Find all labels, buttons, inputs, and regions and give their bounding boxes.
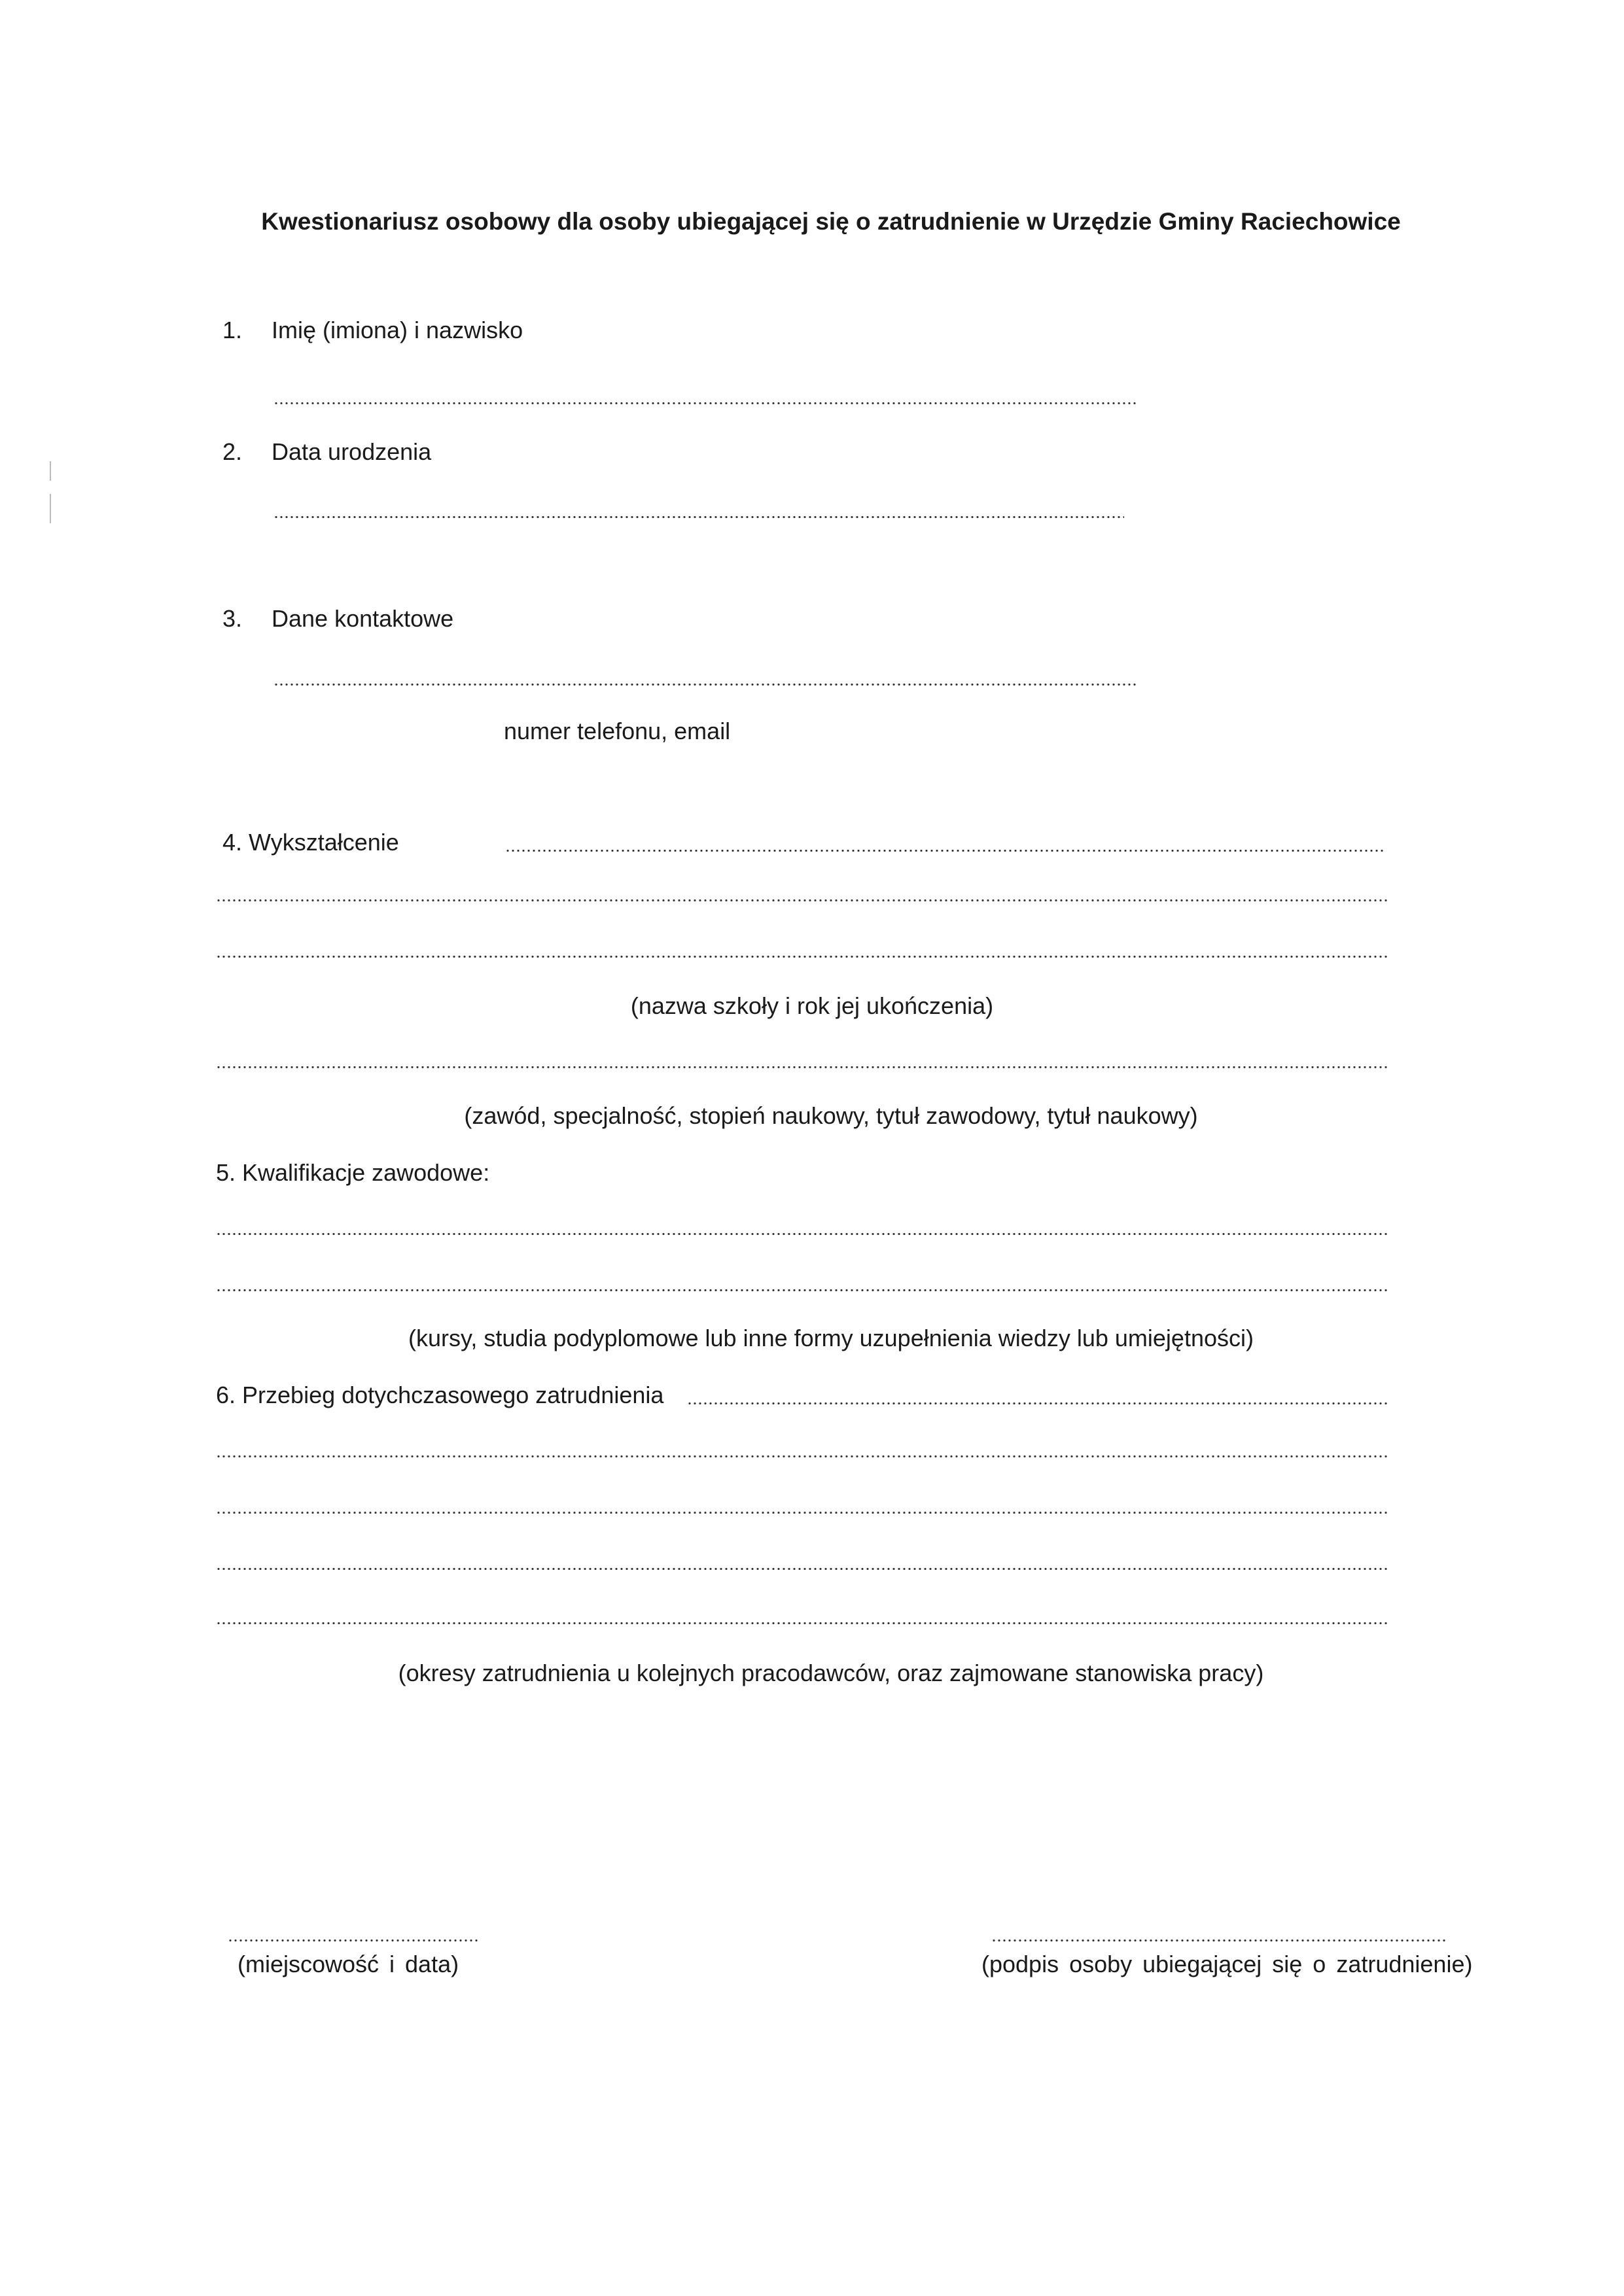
form-title: Kwestionariusz osobowy dla osoby ubiegającej się o zatrudnienie w Urzędzie Gminy Raciechowice [261,208,1401,235]
employment-field-line-2[interactable] [216,1455,1387,1457]
name-field-line[interactable] [274,402,1137,404]
employment-field-line-3[interactable] [216,1512,1387,1514]
place-date-label: (miejscowość i data) [238,1951,459,1977]
item-2-number: 2. [222,438,243,465]
item-5-label: 5. Kwalifikacje zawodowe: [216,1159,490,1186]
profession-hint: (zawód, specjalność, stopień naukowy, tytuł zawodowy, tytuł naukowy) [464,1102,1198,1129]
profession-field-line[interactable] [216,1066,1387,1068]
item-2-label: Data urodzenia [272,438,432,465]
employment-hint: (okresy zatrudnienia u kolejnych pracodawców, oraz zajmowane stanowiska pracy) [398,1660,1264,1686]
signature-label: (podpis osoby ubiegającej się o zatrudnienie) [981,1951,1473,1977]
employment-field-line-5[interactable] [216,1622,1387,1624]
qualifications-field-line-1[interactable] [216,1233,1387,1235]
scan-artifact [50,461,51,481]
contact-hint: numer telefonu, email [504,718,731,744]
scan-artifact [50,494,51,523]
qualifications-field-line-2[interactable] [216,1289,1387,1291]
employment-field-line-1[interactable] [687,1402,1387,1404]
signature-line[interactable] [991,1939,1446,1941]
item-1-number: 1. [222,317,243,343]
courses-hint: (kursy, studia podyplomowe lub inne formy uzupełnienia wiedzy lub umiejętności) [408,1325,1254,1351]
item-3-label: Dane kontaktowe [272,605,454,632]
education-field-line-3[interactable] [216,956,1387,958]
education-field-line-2[interactable] [216,899,1387,901]
contact-field-line[interactable] [274,684,1137,686]
birthdate-field-line[interactable] [274,516,1124,518]
item-1-label: Imię (imiona) i nazwisko [272,317,523,343]
education-field-line-1[interactable] [505,850,1385,852]
employment-field-line-4[interactable] [216,1568,1387,1570]
item-4-label: 4. Wykształcenie [222,829,399,856]
item-3-number: 3. [222,605,243,632]
item-6-label: 6. Przebieg dotychczasowego zatrudnienia [216,1382,664,1408]
place-date-line[interactable] [228,1939,480,1941]
school-hint: (nazwa szkoły i rok jej ukończenia) [630,992,994,1019]
